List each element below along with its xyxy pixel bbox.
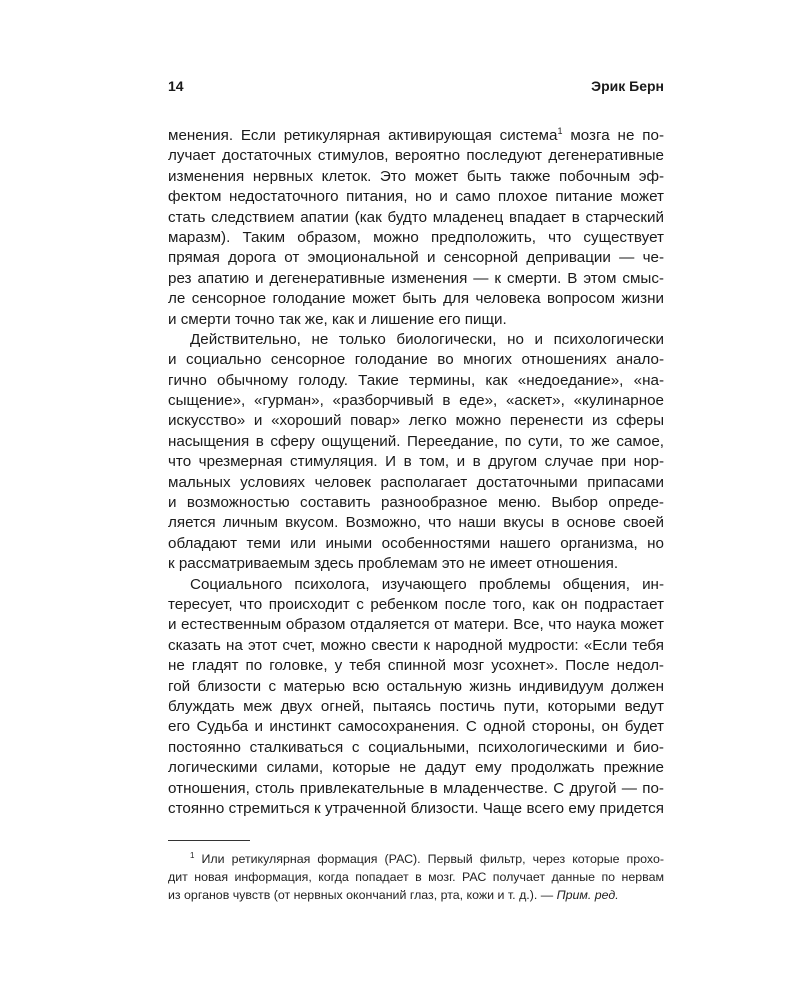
footnote-line: из органов чувств (от нервных окончаний глаз, рта, кожи и т. д.). — Прим. ред.	[168, 888, 619, 902]
text-line: лучает достаточных стимулов, вероятно последуют дегенеративные	[168, 147, 664, 165]
text-line: обладают теми или иными особенностями нашего организма, но	[168, 534, 664, 552]
text-line: сыщение», «гурман», «разборчивый в еде», «аскет», «кулинарное	[168, 392, 664, 410]
text-line: менения. Если ретикулярная активирующая система$^1$ мозга не по-	[168, 126, 664, 144]
text-line: и естественным образом отдаляется от матери. Все, что наука может	[168, 616, 664, 634]
footnote-marker: 1	[190, 851, 195, 860]
text-line: стать следствием апатии (как будто младенец впадает в старческий	[168, 208, 664, 226]
footnote-divider	[168, 840, 250, 841]
text-line: гой близости с матерью всю остальную жизнь индивидуум должен	[168, 677, 664, 695]
footnote-line: дит новая информация, когда попадает в мозг. РАС получает данные по нервам	[168, 870, 664, 884]
footnote-line: $^1$ Или ретикулярная формация (РАС). Первый фильтр, через которые прохо-	[190, 851, 664, 866]
page-number: 14	[168, 78, 184, 94]
text-line: изменения нервных клеток. Это может быть также побочным эф-	[168, 167, 664, 185]
text-line: фектом недостаточного питания, но и само плохое питание может	[168, 188, 664, 206]
text-line: не гладят по головке, у тебя спинной мозг усохнет». После недол-	[168, 657, 664, 675]
text-line: Действительно, не только биологически, но и психологически	[190, 330, 664, 348]
text-line: и социально сенсорное голодание во многих отношениях анало-	[168, 351, 664, 369]
footnote	[168, 850, 664, 904]
text-line: постоянно сталкиваться с социальными, психологическими и био-	[168, 738, 664, 756]
text-line: сказать на этот счет, можно свести к народной мудрости: «Если тебя	[168, 636, 664, 654]
text-line: искусство» и «хороший повар» легко можно перенести из сферы	[168, 412, 664, 430]
text-line: Социального психолога, изучающего проблемы общения, ин-	[190, 575, 664, 593]
text-line: блуждать меж двух огней, пытаясь постичь пути, которыми ведут	[168, 697, 664, 715]
text-line: тересует, что происходит с ребенком после того, как он подрастает	[168, 595, 664, 613]
text-line: и возможностью составить разнообразное меню. Выбор опреде-	[168, 494, 664, 512]
text-line: что чрезмерная стимуляция. И в том, и в другом случае при нор-	[168, 453, 664, 471]
text-line: и смерти точно так же, как и лишение его пищи.	[168, 310, 507, 328]
text-line: прямая дорога от эмоциональной и сенсорной депривации — че-	[168, 249, 664, 267]
text-line: гично обычному голоду. Такие термины, как «недоедание», «на-	[168, 371, 664, 389]
text-line: стоянно стремиться к утраченной близости. Чаще всего ему придется	[168, 799, 664, 817]
text-line: мальных условиях человек располагает достаточными припасами	[168, 473, 664, 491]
text-line: к рассматриваемым здесь проблемам это не имеет отношения.	[168, 555, 619, 573]
editor-note: Прим. ред.	[556, 888, 619, 902]
text-line: маразм). Таким образом, можно предположить, что существует	[168, 228, 664, 246]
text-line: ляется личным вкусом. Возможно, что наши вкусы в основе своей	[168, 514, 664, 532]
text-line: его Судьба и инстинкт самосохранения. С одной стороны, он будет	[168, 718, 664, 736]
text-line: логическими силами, которые не дадут ему продолжать прежние	[168, 759, 664, 777]
text-line: рез апатию и дегенеративные изменения — к смерти. В этом смыс-	[168, 269, 664, 287]
text-line: отношения, столь привлекательные в младенчестве. С другой — по-	[168, 779, 664, 797]
footnote-reference[interactable]: 1	[557, 126, 563, 136]
main-text	[168, 126, 664, 819]
running-head-author: Эрик Берн	[591, 78, 664, 94]
text-line: насыщения в сферу ощущений. Переедание, по сути, то же самое,	[168, 432, 664, 450]
text-line: ле сенсорное голодание может быть для человека вопросом жизни	[168, 290, 664, 308]
page-header	[168, 78, 664, 100]
